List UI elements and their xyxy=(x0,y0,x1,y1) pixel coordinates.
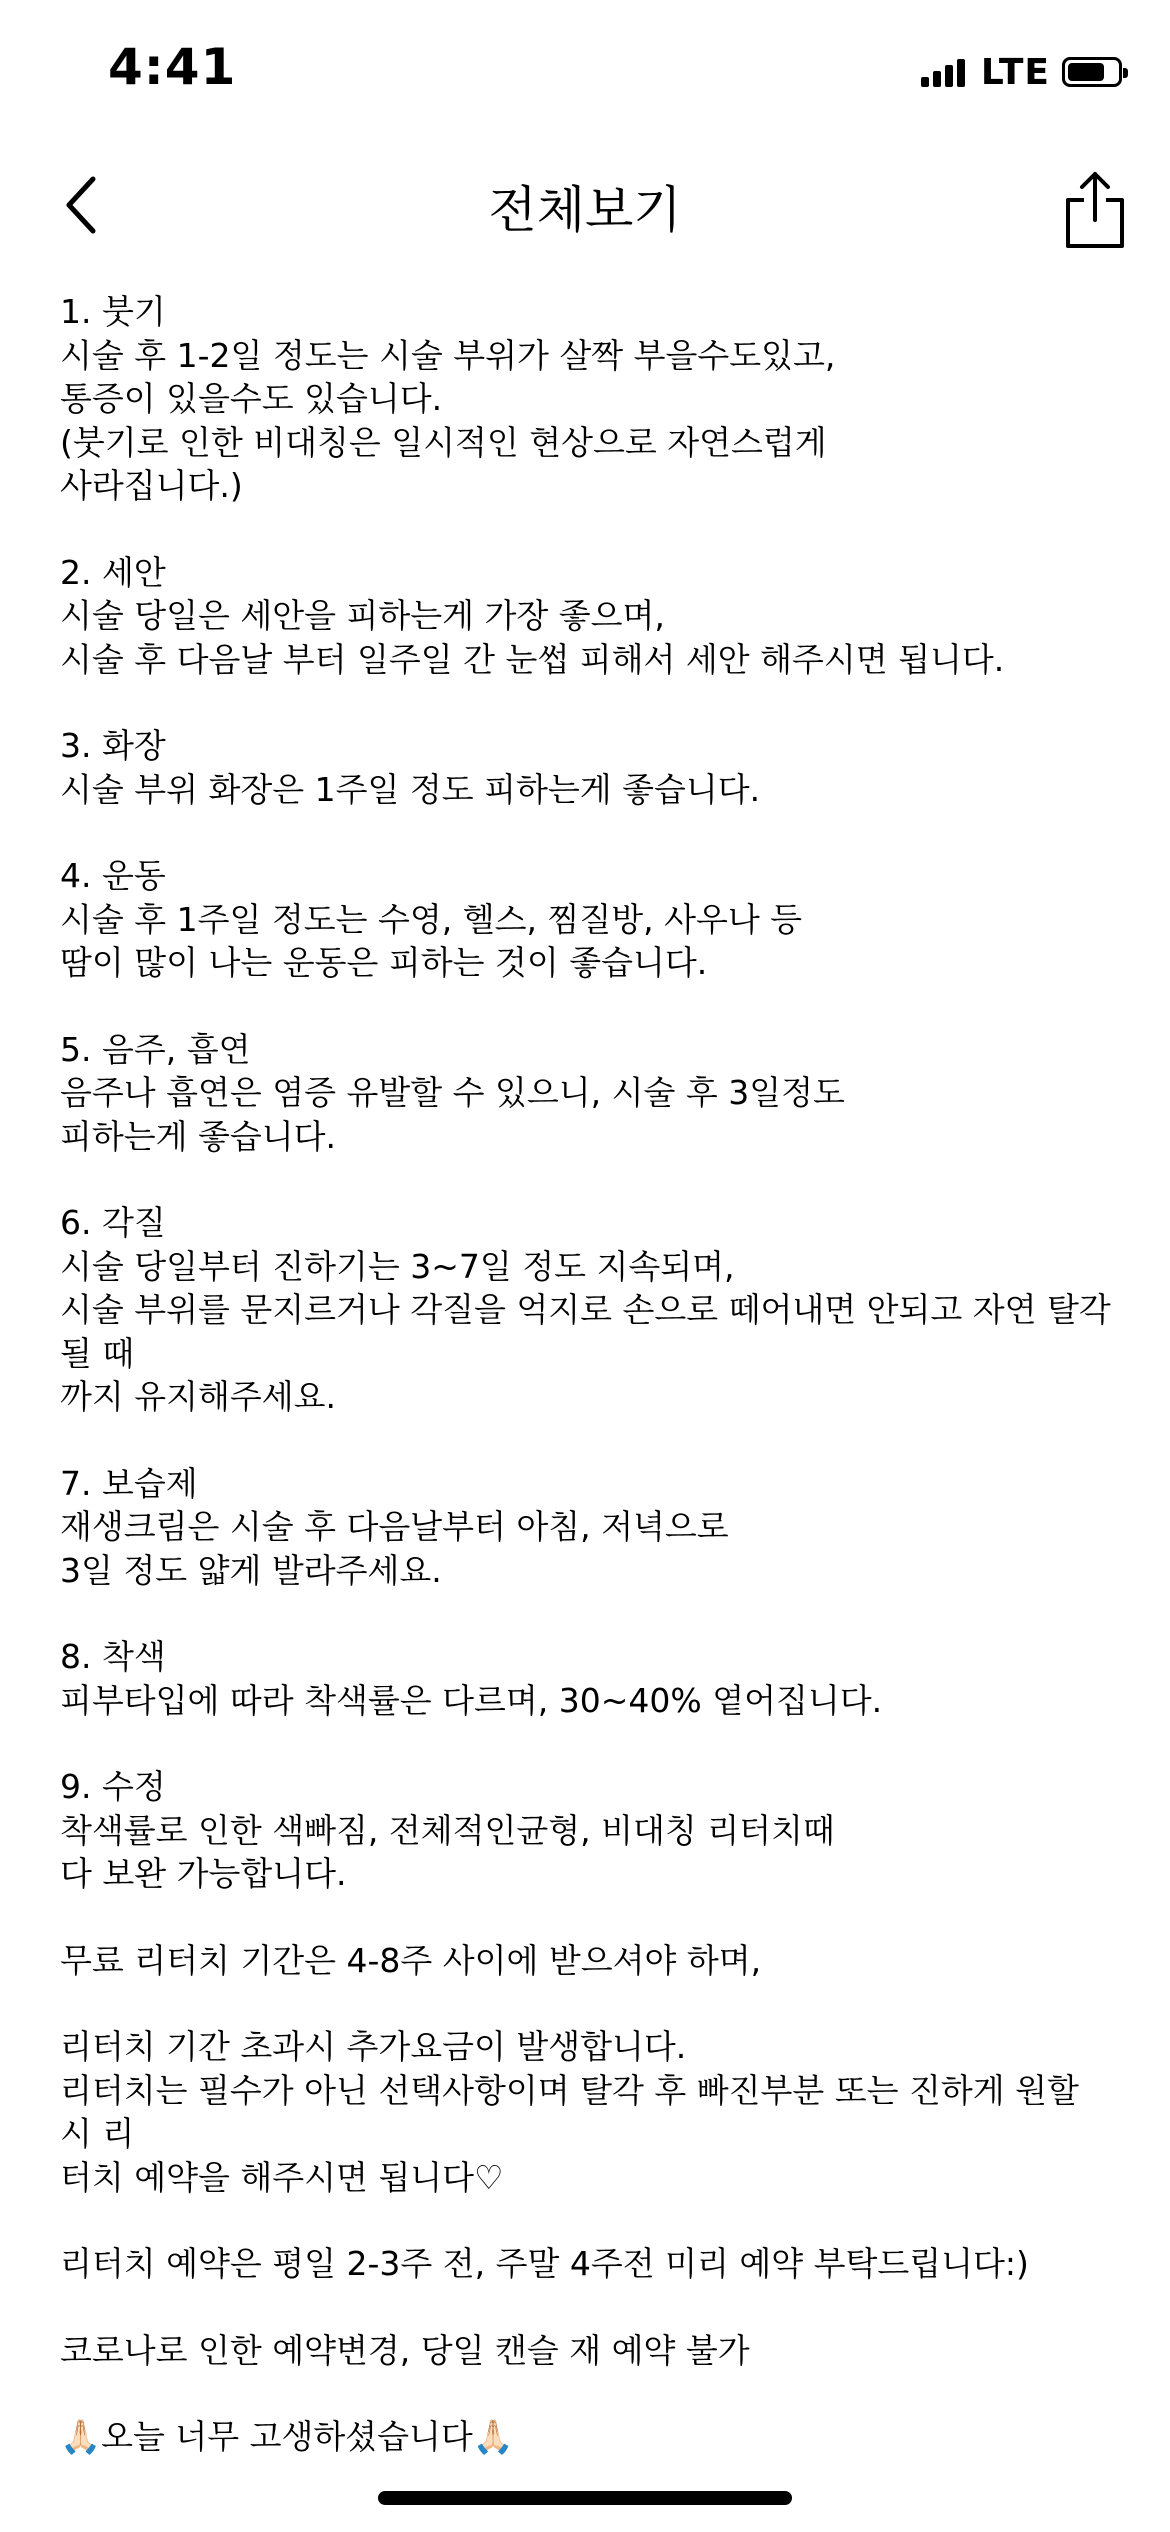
content-section xyxy=(60,724,1120,811)
content-section xyxy=(60,2025,1120,2199)
status-indicators xyxy=(921,52,1122,92)
section-text-line: 시술 당일부터 진하기는 3~7일 정도 지속되며, xyxy=(60,1246,735,1286)
content-section xyxy=(60,1028,1120,1159)
section-heading: 2. 세안 xyxy=(60,552,166,592)
share-button[interactable] xyxy=(1050,160,1140,260)
section-text-line: 음주나 흡연은 염증 유발할 수 있으니, 시술 후 3일정도 xyxy=(60,1073,845,1112)
aftercare-content xyxy=(60,290,1120,2502)
section-text-line: 사라집니다.) xyxy=(60,466,243,505)
status-time: 4:41 xyxy=(108,38,237,96)
section-heading: 8. 착색 xyxy=(60,1637,166,1676)
section-text-line: 리터치 예약은 평일 2-3주 전, 주말 4주전 미리 예약 부탁드립니다:) xyxy=(60,2244,1029,2283)
cellular-signal-icon xyxy=(921,57,969,87)
section-text-line: 재생크림은 시술 후 다음날부터 아침, 저녁으로 xyxy=(60,1507,729,1546)
section-text-line: 리터치는 필수가 아닌 선택사항이며 탈각 후 빠진부분 또는 진하게 원할 시 리 xyxy=(60,2070,1090,2153)
home-indicator[interactable] xyxy=(378,2491,792,2505)
section-text-line: (붓기로 인한 비대칭은 일시적인 현상으로 자연스럽게 xyxy=(60,422,827,462)
content-section xyxy=(60,2415,1120,2459)
content-section xyxy=(60,551,1120,682)
section-heading: 5. 음주, 흡연 xyxy=(60,1029,251,1069)
section-text-line: 피하는게 좋습니다. xyxy=(60,1116,337,1156)
content-section xyxy=(60,1635,1120,1722)
content-section xyxy=(60,1201,1120,1419)
section-text-line: 무료 리터치 기간은 4-8주 사이에 받으셔야 하며, xyxy=(60,1940,762,1980)
section-heading: 6. 각질 xyxy=(60,1203,166,1242)
share-icon xyxy=(1062,170,1128,250)
section-text-line: 착색률로 인한 색빠짐, 전체적인균형, 비대칭 리터치때 xyxy=(60,1810,835,1850)
section-heading: 1. 붓기 xyxy=(60,292,166,331)
battery-icon xyxy=(1062,57,1122,87)
content-section xyxy=(60,2329,1120,2373)
section-text-line: 시술 후 1주일 정도는 수영, 헬스, 찜질방, 사우나 등 xyxy=(60,899,803,939)
section-heading: 3. 화장 xyxy=(60,726,166,765)
content-section xyxy=(60,1765,1120,1896)
section-text-line: 코로나로 인한 예약변경, 당일 캔슬 재 예약 불가 xyxy=(60,2330,750,2370)
section-text-line: 통증이 있을수도 있습니다. xyxy=(60,379,443,418)
status-bar xyxy=(0,0,1170,140)
content-section xyxy=(60,2242,1120,2286)
section-text-line: 까지 유지해주세요. xyxy=(60,1377,337,1416)
section-text-line: 터치 예약을 해주시면 됩니다♡ xyxy=(60,2157,504,2197)
content-section xyxy=(60,1939,1120,1983)
section-text-line: 3일 정도 얇게 발라주세요. xyxy=(60,1550,442,1590)
section-text-line: 리터치 기간 초과시 추가요금이 발생합니다. xyxy=(60,2027,687,2066)
content-section xyxy=(60,1462,1120,1593)
section-text-line: 시술 후 1-2일 정도는 시술 부위가 살짝 부을수도있고, xyxy=(60,335,836,375)
section-text-line: 시술 부위를 문지르거나 각질을 억지로 손으로 떼어내면 안되고 자연 탈각 될 때 xyxy=(60,1290,1122,1373)
section-text-line: 🙏🏻오늘 너무 고생하셨습니다🙏🏻 xyxy=(60,2417,514,2456)
section-heading: 4. 운동 xyxy=(60,856,166,895)
network-type-label: LTE xyxy=(980,51,1050,93)
section-text-line: 시술 부위 화장은 1주일 정도 피하는게 좋습니다. xyxy=(60,769,761,809)
section-text-line: 땀이 많이 나는 운동은 피하는 것이 좋습니다. xyxy=(60,943,708,982)
section-text-line: 피부타입에 따라 착색률은 다르며, 30~40% 옅어집니다. xyxy=(60,1680,883,1720)
section-text-line: 시술 당일은 세안을 피하는게 가장 좋으며, xyxy=(60,596,665,635)
section-text-line: 다 보완 가능합니다. xyxy=(60,1854,347,1893)
section-heading: 9. 수정 xyxy=(60,1767,166,1806)
content-section xyxy=(60,290,1120,508)
content-section xyxy=(60,854,1120,985)
section-heading: 7. 보습제 xyxy=(60,1463,198,1503)
page-title: 전체보기 xyxy=(488,181,682,239)
section-text-line: 시술 후 다음날 부터 일주일 간 눈썹 피해서 세안 해주시면 됩니다. xyxy=(60,639,1005,679)
nav-bar xyxy=(0,150,1170,260)
